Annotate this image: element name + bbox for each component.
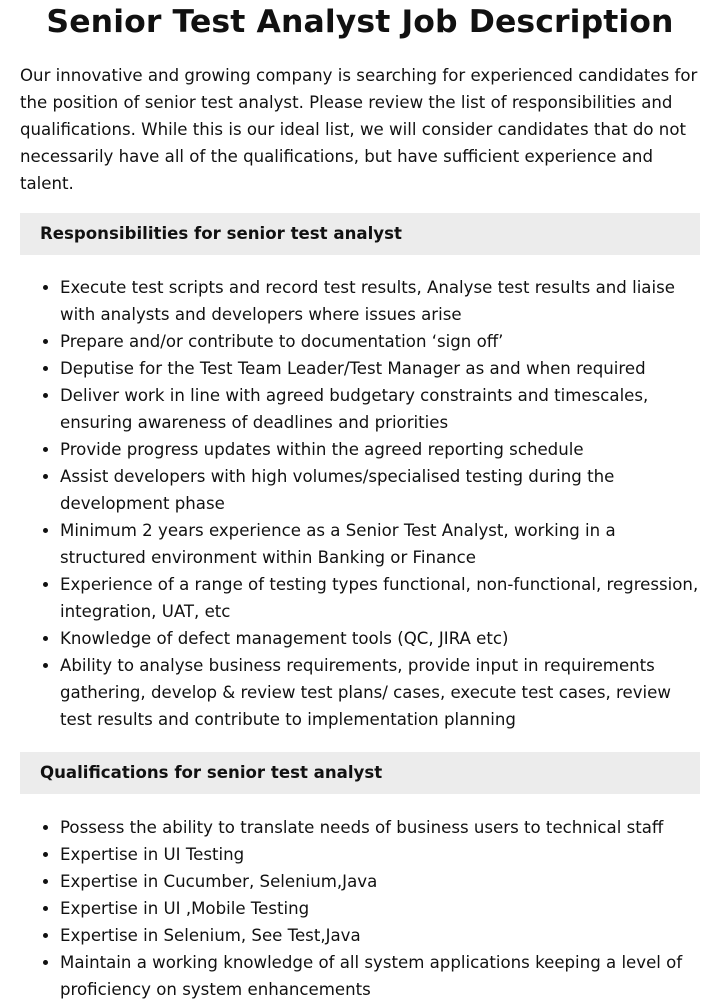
qualifications-list	[20, 814, 700, 1003]
list-item: • Ability to analyse business requirements, provide input in requirements gathering, develop & review test plans/ cases, execute test cases, review test results and contribute to implementation planning	[60, 652, 700, 733]
list-item: • Possess the ability to translate needs of business users to technical staff	[60, 814, 700, 841]
responsibilities-heading: Responsibilities for senior test analyst	[20, 213, 700, 255]
list-item: • Prepare and/or contribute to documentation ‘sign off’	[60, 328, 700, 355]
page-title: Senior Test Analyst Job Description	[46, 4, 674, 40]
intro-paragraph: Our innovative and growing company is searching for experienced candidates for the position of senior test analyst. Please review the list of responsibilities and qualifications. While this is our ideal list, we will consider candidates that do not necessarily have all of the qualifications, but have sufficient experience and talent.	[20, 66, 698, 193]
list-item: • Knowledge of defect management tools (QC, JIRA etc)	[60, 625, 700, 652]
list-item: • Experience of a range of testing types functional, non-functional, regression, integration, UAT, etc	[60, 571, 700, 625]
list-item: • Deliver work in line with agreed budgetary constraints and timescales, ensuring awareness of deadlines and priorities	[60, 382, 700, 436]
list-item: • Expertise in UI Testing	[60, 841, 700, 868]
list-item: • Assist developers with high volumes/specialised testing during the development phase	[60, 463, 700, 517]
list-item: • Minimum 2 years experience as a Senior Test Analyst, working in a structured environment within Banking or Finance	[60, 517, 700, 571]
list-item: • Maintain a working knowledge of all system applications keeping a level of proficiency on system enhancements	[60, 949, 700, 1003]
list-item: • Provide progress updates within the agreed reporting schedule	[60, 436, 700, 463]
list-item: • Expertise in Cucumber, Selenium,Java	[60, 868, 700, 895]
list-item: • Deputise for the Test Team Leader/Test Manager as and when required	[60, 355, 700, 382]
qualifications-heading: Qualifications for senior test analyst	[20, 752, 700, 794]
responsibilities-list	[20, 274, 700, 733]
list-item: • Expertise in Selenium, See Test,Java	[60, 922, 700, 949]
list-item: • Expertise in UI ,Mobile Testing	[60, 895, 700, 922]
list-item: • Execute test scripts and record test results, Analyse test results and liaise with analysts and developers where issues arise	[60, 274, 700, 328]
